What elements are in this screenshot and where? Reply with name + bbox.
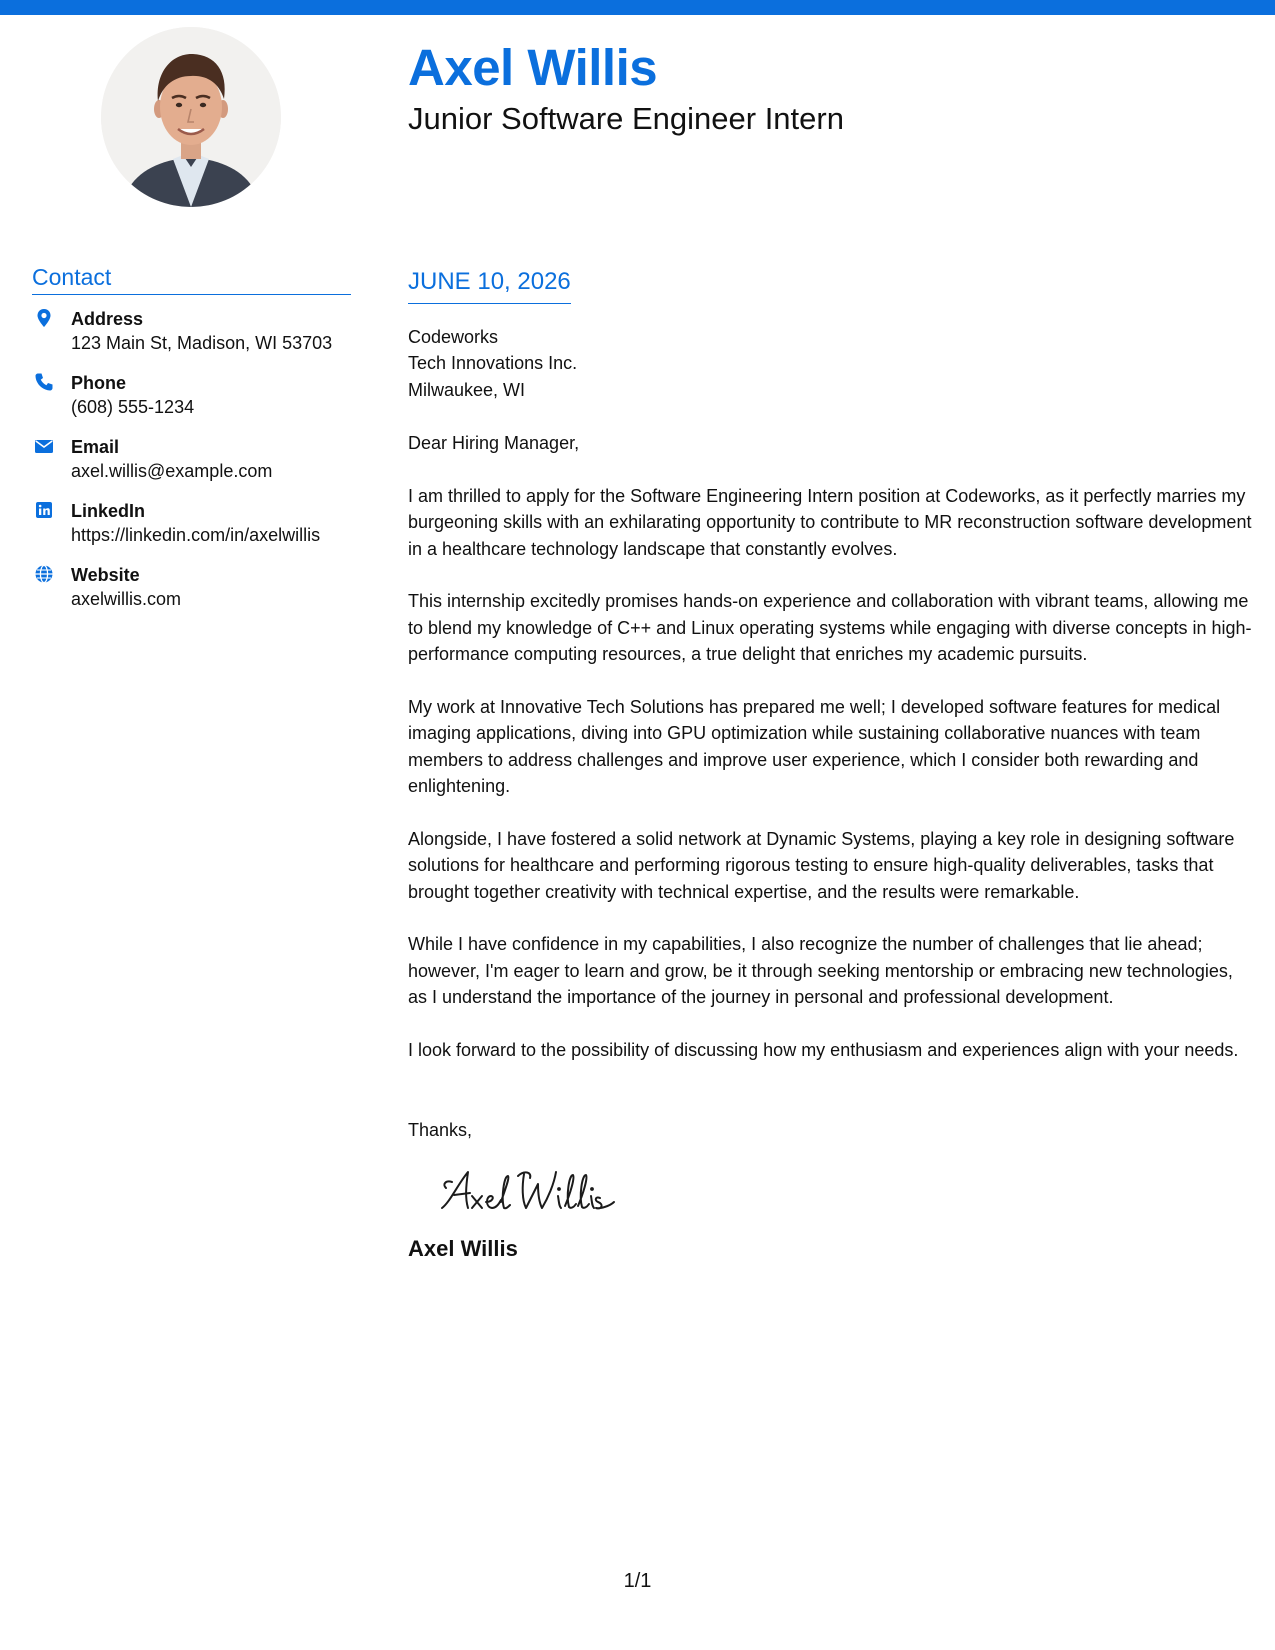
letter-paragraph: This internship excitedly promises hands-on experience and collaboration with vibrant teams, allowing me to blend my knowledge of C++ and Linux operating systems while engaging with diverse concepts in high-performance computing resources, a true delight that enriches my academic pursuits. (408, 591, 1252, 665)
profile-photo (101, 27, 281, 207)
letter-paragraph: Alongside, I have fostered a solid network at Dynamic Systems, playing a key role in designing software solutions for healthcare and performing rigorous testing to ensure high-quality deliverables, tasks that brought together creativity with technical expertise, and the results were remarkable. (408, 828, 1235, 902)
letter-paragraph: My work at Innovative Tech Solutions has prepared me well; I developed software features for medical imaging applications, diving into GPU optimization while sustaining collaborative nuances with team members to address challenges and improve user experience, which I consider both rewarding and enlightening. (408, 696, 1221, 797)
contact-item-email (32, 435, 351, 483)
linkedin-icon (34, 500, 54, 520)
letter-body (408, 268, 1253, 1262)
signed-name: Axel Willis (408, 1235, 518, 1261)
contact-label: Email (71, 436, 120, 457)
letter-paragraph: I am thrilled to apply for the Software Engineering Intern position at Codeworks, as it perfectly marries my burgeoning skills with an exhilarating opportunity to contribute to MR reconstruction software development in a healthcare technology landscape that constantly evolves. (408, 485, 1252, 559)
contact-label: Website (71, 564, 140, 585)
contact-label: Phone (71, 372, 127, 393)
recipient-block (408, 324, 1253, 404)
contact-value[interactable]: https://linkedin.com/in/axelwillis (71, 524, 321, 545)
letter-paragraph: While I have confidence in my capabilities, I also recognize the number of challenges that lie ahead; however, I'm eager to learn and grow, be it through seeking mentorship or embracing new technologies, as I understand the importance of the journey in personal and professional development. (408, 934, 1233, 1008)
letter-paragraph: I look forward to the possibility of discussing how my enthusiasm and experiences align with your needs. (408, 1039, 1239, 1060)
job-title: Junior Software Engineer Intern (408, 101, 844, 136)
accent-top-bar (0, 0, 1275, 15)
map-pin-icon (34, 308, 54, 328)
contact-value: 123 Main St, Madison, WI 53703 (71, 332, 333, 353)
envelope-icon (34, 436, 54, 456)
globe-icon (34, 564, 54, 584)
phone-icon (34, 372, 54, 392)
contact-label: Address (71, 308, 144, 329)
contact-item-website (32, 563, 351, 611)
contact-item-linkedin (32, 499, 351, 547)
recipient-line: Milwaukee, WI (408, 379, 526, 400)
contact-label: LinkedIn (71, 500, 146, 521)
contact-item-address (32, 307, 351, 355)
recipient-line: Tech Innovations Inc. (408, 353, 578, 374)
closing: Thanks, (408, 1120, 473, 1141)
handwritten-signature (438, 1162, 668, 1220)
contact-value[interactable]: axel.willis@example.com (71, 460, 273, 481)
contact-value[interactable]: axelwillis.com (71, 588, 182, 609)
applicant-name: Axel Willis (408, 39, 658, 96)
contact-sidebar (32, 264, 351, 627)
recipient-line: Codeworks (408, 326, 499, 347)
contact-item-phone (32, 371, 351, 419)
letter-date: JUNE 10, 2026 (408, 268, 571, 304)
salutation: Dear Hiring Manager, (408, 433, 580, 454)
contact-heading: Contact (32, 264, 351, 295)
page-number: 1/1 (623, 1570, 652, 1592)
contact-value: (608) 555-1234 (71, 396, 195, 417)
